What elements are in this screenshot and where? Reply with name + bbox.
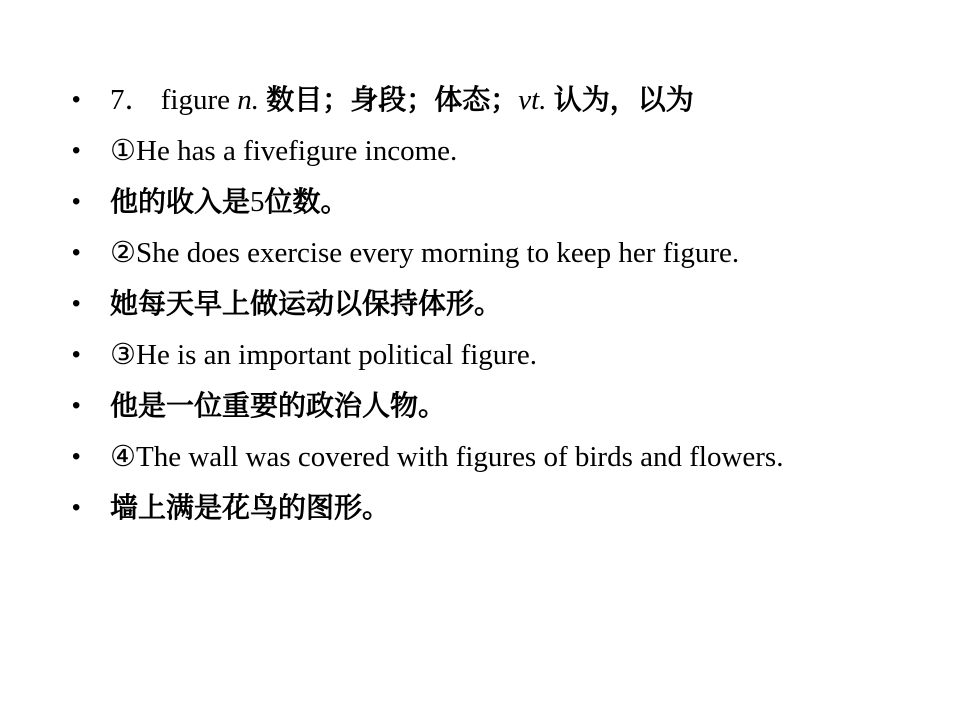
- bullet-glyph: •: [72, 443, 81, 470]
- example-sentence-3: ③He is an important political figure.: [110, 339, 538, 371]
- bullet-glyph: •: [72, 290, 81, 317]
- bullet-glyph: •: [72, 188, 81, 215]
- list-item-example-2: [72, 231, 894, 275]
- example-sentence-2: ②She does exercise every morning to keep her figure.: [110, 237, 740, 269]
- verb-meanings: 认为，以为: [553, 83, 694, 116]
- list-item-example-4: [72, 435, 894, 479]
- bullet-glyph: •: [72, 341, 81, 368]
- list-item-translation-4: [72, 486, 894, 530]
- translation-1-part-a: 他的收入是: [110, 185, 251, 218]
- bullet-glyph: •: [72, 392, 81, 419]
- list-item-example-3: [72, 333, 894, 377]
- translation-2: 她每天早上做运动以保持体形。: [110, 287, 503, 320]
- entry-number: 7．: [110, 84, 154, 116]
- list-item-definition: [72, 78, 894, 122]
- bullet-glyph: •: [72, 494, 81, 521]
- bullet-glyph: •: [72, 86, 81, 113]
- entry-word: figure: [160, 84, 231, 116]
- bullet-glyph: •: [72, 137, 81, 164]
- translation-3: 他是一位重要的政治人物。: [110, 389, 447, 422]
- bullet-glyph: •: [72, 239, 81, 266]
- example-sentence-4: ④The wall was covered with figures of birds and flowers.: [110, 441, 784, 473]
- list-item-translation-3: [72, 384, 894, 428]
- translation-1-number: 5: [250, 186, 265, 218]
- translation-4: 墙上满是花鸟的图形。: [110, 491, 391, 524]
- example-sentence-1: ①He has a fivefigure income.: [110, 135, 458, 167]
- noun-meanings: 数目；身段；体态；: [266, 83, 519, 116]
- list-item-example-1: [72, 129, 894, 173]
- noun-pos-label: n.: [237, 84, 260, 116]
- list-item-translation-2: [72, 282, 894, 326]
- verb-pos-label: vt.: [518, 84, 547, 116]
- list-item-translation-1: [72, 180, 894, 224]
- bullet-list: [72, 78, 894, 537]
- translation-1-part-b: 位数。: [264, 185, 349, 218]
